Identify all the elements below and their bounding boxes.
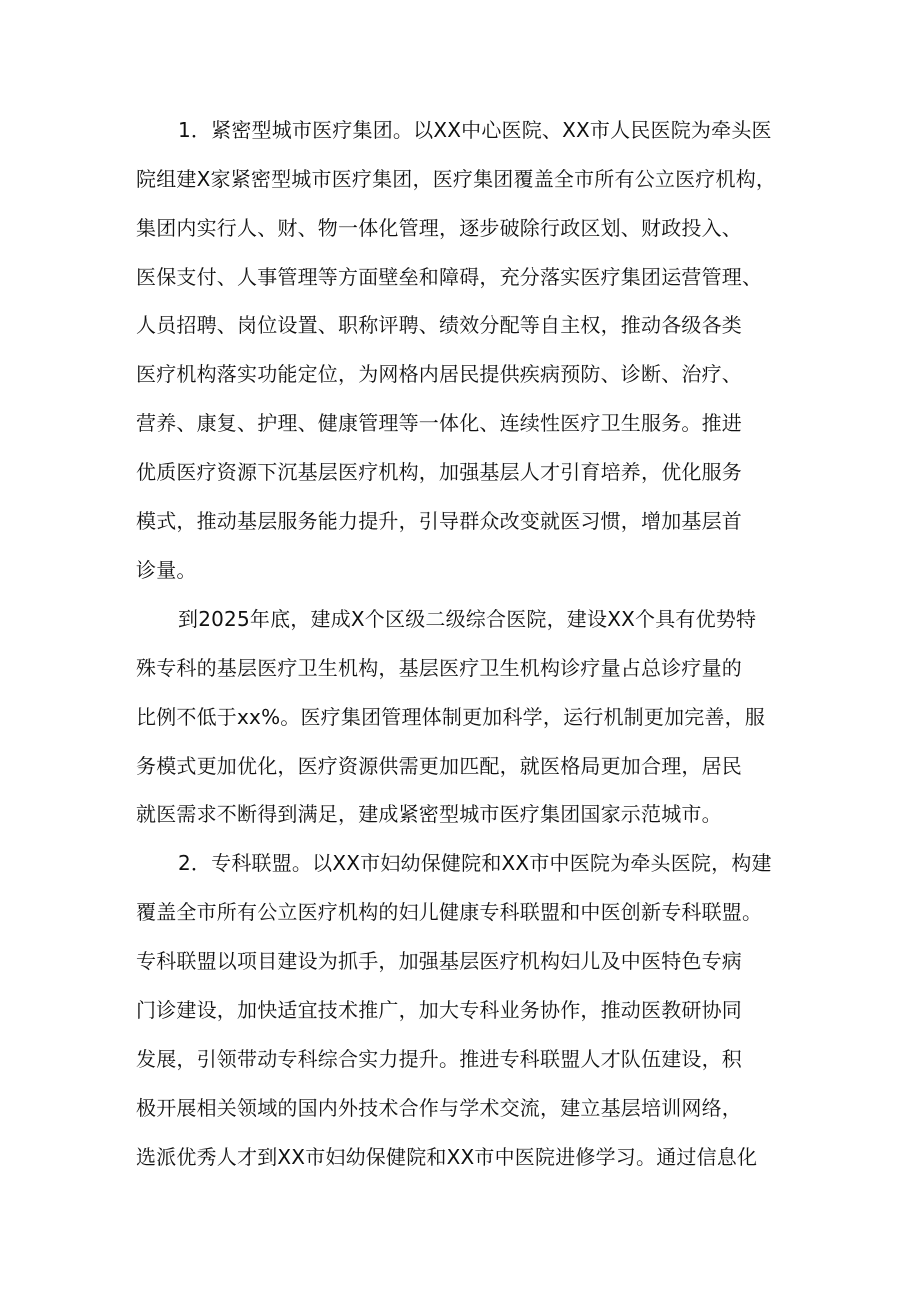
paragraph-1-line-1: 1．紧密型城市医疗集团。以XX中心医院、XX市人民医院为牵头医 bbox=[178, 118, 772, 142]
paragraph-1-line-6: 医疗机构落实功能定位，为网格内居民提供疾病预防、诊断、治疗、 bbox=[136, 362, 742, 386]
paragraph-3-line-3: 专科联盟以项目建设为抓手，加强基层医疗机构妇儿及中医特色专病 bbox=[136, 949, 742, 973]
paragraph-3-line-4: 门诊建设，加快适宜技术推广，加大专科业务协作，推动医教研协同 bbox=[136, 998, 742, 1022]
paragraph-1-line-8: 优质医疗资源下沉基层医疗机构，加强基层人才引育培养，优化服务 bbox=[136, 460, 742, 484]
paragraph-1-line-10: 诊量。 bbox=[136, 558, 197, 582]
paragraph-3-line-7: 选派优秀人才到XX市妇幼保健院和XX市中医院进修学习。通过信息化 bbox=[136, 1145, 758, 1169]
paragraph-1-line-5: 人员招聘、岗位设置、职称评聘、绩效分配等自主权，推动各级各类 bbox=[136, 313, 742, 337]
paragraph-2-line-2: 殊专科的基层医疗卫生机构，基层医疗卫生机构诊疗量占总诊疗量的 bbox=[136, 656, 742, 680]
paragraph-1-line-2: 院组建X家紧密型城市医疗集团，医疗集团覆盖全市所有公立医疗机构， bbox=[136, 167, 777, 191]
paragraph-3-line-1: 2．专科联盟。以XX市妇幼保健院和XX市中医院为牵头医院，构建 bbox=[178, 851, 772, 875]
paragraph-1-line-9: 模式，推动基层服务能力提升，引导群众改变就医习惯，增加基层首 bbox=[136, 509, 742, 533]
paragraph-3-line-2: 覆盖全市所有公立医疗机构的妇儿健康专科联盟和中医创新专科联盟。 bbox=[136, 900, 763, 924]
paragraph-3-line-5: 发展，引领带动专科综合实力提升。推进专科联盟人才队伍建设，积 bbox=[136, 1047, 742, 1071]
paragraph-2-line-1: 到2025年底，建成X个区级二级综合医院，建设XX个具有优势特 bbox=[178, 607, 757, 631]
paragraph-3-line-6: 极开展相关领域的国内外技术合作与学术交流，建立基层培训网络， bbox=[136, 1096, 742, 1120]
paragraph-1-line-3: 集团内实行人、财、物一体化管理，逐步破除行政区划、财政投入、 bbox=[136, 216, 742, 240]
paragraph-2-line-4: 务模式更加优化，医疗资源供需更加匹配，就医格局更加合理，居民 bbox=[136, 754, 742, 778]
paragraph-1-line-4: 医保支付、人事管理等方面壁垒和障碍，充分落实医疗集团运营管理、 bbox=[136, 265, 763, 289]
paragraph-1-line-7: 营养、康复、护理、健康管理等一体化、连续性医疗卫生服务。推进 bbox=[136, 411, 742, 435]
paragraph-2-line-5: 就医需求不断得到满足，建成紧密型城市医疗集团国家示范城市。 bbox=[136, 802, 722, 826]
paragraph-2-line-3: 比例不低于xx%。医疗集团管理体制更加科学，运行机制更加完善，服 bbox=[136, 705, 766, 729]
